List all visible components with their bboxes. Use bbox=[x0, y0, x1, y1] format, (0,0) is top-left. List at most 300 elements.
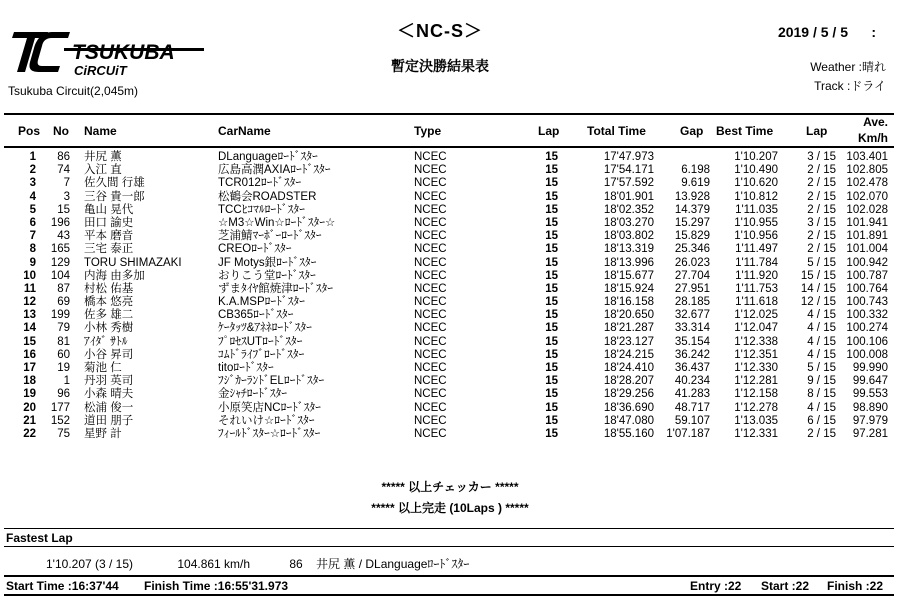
row-car-no: 129 bbox=[50, 256, 70, 269]
row-driver-name: 橋本 悠亮 bbox=[84, 296, 134, 309]
row-average-speed: 102.070 bbox=[846, 190, 888, 203]
row-gap: 36.437 bbox=[674, 362, 710, 374]
row-best-lap: 5 / 15 bbox=[807, 362, 836, 374]
row-gap: 9.619 bbox=[681, 177, 710, 190]
row-pos: 7 bbox=[29, 230, 36, 243]
row-average-speed: 102.028 bbox=[846, 203, 888, 216]
finish-note: ***** 以上完走 (10Laps ) ***** bbox=[371, 501, 529, 515]
row-class-type: NCEC bbox=[414, 230, 447, 243]
race-date: 2019 / 5 / 5 : bbox=[777, 24, 876, 40]
row-car-no: 60 bbox=[57, 348, 70, 361]
fastest-lap-time: 1'10.207 (3 / 15) bbox=[46, 557, 134, 571]
row-driver-name: 佐多 雄二 bbox=[84, 309, 134, 322]
table-row bbox=[0, 362, 900, 375]
row-total-time: 18'24.215 bbox=[603, 348, 654, 361]
row-average-speed: 101.891 bbox=[846, 230, 888, 243]
row-lap-count: 15 bbox=[545, 414, 558, 427]
row-best-time: 1'13.035 bbox=[734, 414, 778, 427]
start-count: Start :22 bbox=[761, 579, 810, 593]
row-car-name: CB365ﾛｰﾄﾞｽﾀｰ bbox=[218, 309, 294, 322]
row-total-time: 18'13.319 bbox=[603, 243, 654, 256]
fastest-lap-title: Fastest Lap bbox=[6, 531, 73, 545]
row-lap-count: 15 bbox=[545, 177, 558, 190]
row-gap: 40.234 bbox=[674, 375, 710, 388]
row-lap-count: 15 bbox=[545, 427, 558, 440]
row-car-name: ☆M3☆Win☆ﾛｰﾄﾞｽﾀｰ☆ bbox=[218, 216, 336, 229]
row-pos: 12 bbox=[23, 296, 36, 309]
row-best-lap: 2 / 15 bbox=[807, 190, 836, 203]
col-header-no: No bbox=[53, 124, 69, 138]
table-header-rule bbox=[4, 146, 894, 148]
row-best-lap: 2 / 15 bbox=[807, 177, 836, 190]
row-car-name: K.A.MSPﾛｰﾄﾞｽﾀｰ bbox=[218, 296, 305, 309]
fastest-lap-no: 86 bbox=[289, 557, 303, 571]
table-row bbox=[0, 415, 900, 428]
document-title: 暫定決勝結果表 bbox=[391, 58, 489, 74]
row-pos: 20 bbox=[23, 401, 36, 414]
row-class-type: NCEC bbox=[414, 401, 447, 414]
row-gap: 27.704 bbox=[674, 269, 710, 282]
row-class-type: NCEC bbox=[414, 164, 447, 177]
row-gap: 6.198 bbox=[681, 164, 710, 177]
row-pos: 8 bbox=[29, 243, 36, 256]
row-gap: 41.283 bbox=[674, 388, 710, 401]
table-row bbox=[0, 296, 900, 309]
row-car-no: 79 bbox=[57, 322, 70, 335]
table-row bbox=[0, 270, 900, 283]
row-pos: 6 bbox=[29, 216, 36, 229]
entry-count: Entry :22 bbox=[690, 579, 742, 593]
row-best-time: 1'11.618 bbox=[735, 296, 778, 309]
row-gap: 28.185 bbox=[674, 296, 710, 309]
row-best-time: 1'10.955 bbox=[734, 216, 778, 229]
row-lap-count: 15 bbox=[545, 151, 558, 163]
row-driver-name: 内海 由多加 bbox=[84, 269, 145, 282]
row-lap-count: 15 bbox=[545, 362, 558, 374]
row-lap-count: 15 bbox=[545, 230, 558, 243]
row-car-name: ずまﾀｲﾔ館焼津ﾛｰﾄﾞｽﾀｰ bbox=[218, 282, 333, 295]
row-lap-count: 15 bbox=[545, 203, 558, 216]
table-row bbox=[0, 428, 900, 441]
row-average-speed: 100.942 bbox=[846, 256, 888, 269]
row-total-time: 18'03.802 bbox=[603, 230, 654, 243]
row-car-name: ﾌｼﾞｶｰﾗﾝﾄﾞELﾛｰﾄﾞｽﾀｰ bbox=[218, 375, 325, 388]
row-average-speed: 97.979 bbox=[852, 414, 888, 427]
col-header-ave: Ave. bbox=[863, 115, 888, 129]
row-total-time: 18'01.901 bbox=[603, 190, 654, 203]
row-best-lap: 14 / 15 bbox=[800, 282, 836, 295]
row-driver-name: 井尻 薫 bbox=[84, 151, 122, 163]
row-car-no: 199 bbox=[50, 309, 70, 322]
row-driver-name: 三谷 貴一郎 bbox=[84, 190, 145, 203]
row-best-lap: 2 / 15 bbox=[807, 203, 836, 216]
row-driver-name: 松浦 俊一 bbox=[84, 401, 134, 414]
row-gap: 26.023 bbox=[674, 256, 710, 269]
table-row bbox=[0, 402, 900, 415]
row-average-speed: 102.478 bbox=[846, 177, 888, 190]
row-car-name: 芝浦鯖ﾏｰﾎﾞｰﾛｰﾄﾞｽﾀｰ bbox=[218, 230, 322, 243]
event-title: ＜NC-S＞ bbox=[397, 21, 483, 41]
row-class-type: NCEC bbox=[414, 151, 447, 163]
row-car-no: 152 bbox=[50, 414, 70, 427]
row-lap-count: 15 bbox=[545, 375, 558, 388]
footer-top-rule bbox=[4, 575, 894, 577]
row-total-time: 18'24.410 bbox=[603, 362, 654, 374]
row-average-speed: 99.990 bbox=[852, 362, 888, 374]
row-average-speed: 100.787 bbox=[846, 269, 888, 282]
row-driver-name: 三宅 泰正 bbox=[84, 243, 134, 256]
row-best-lap: 2 / 15 bbox=[807, 427, 836, 440]
row-average-speed: 100.106 bbox=[846, 335, 888, 348]
row-class-type: NCEC bbox=[414, 177, 447, 190]
row-car-name: titoﾛｰﾄﾞｽﾀｰ bbox=[218, 362, 274, 374]
logo-subtext: CiRCUiT bbox=[74, 63, 127, 78]
table-row bbox=[0, 322, 900, 335]
row-class-type: NCEC bbox=[414, 335, 447, 348]
row-average-speed: 101.941 bbox=[846, 216, 888, 229]
row-car-name: JF Motys銀ﾛｰﾄﾞｽﾀｰ bbox=[218, 256, 317, 269]
table-row bbox=[0, 309, 900, 322]
row-class-type: NCEC bbox=[414, 203, 447, 216]
table-row bbox=[0, 230, 900, 243]
row-total-time: 18'47.080 bbox=[603, 414, 654, 427]
col-header-lap: Lap bbox=[538, 124, 560, 138]
row-gap: 27.951 bbox=[674, 282, 710, 295]
col-header-best-lap: Lap bbox=[806, 124, 828, 138]
row-best-lap: 2 / 15 bbox=[807, 164, 836, 177]
row-pos: 15 bbox=[23, 335, 36, 348]
row-total-time: 18'20.650 bbox=[603, 309, 654, 322]
row-driver-name: 星野 計 bbox=[84, 427, 122, 440]
row-car-name: 小原笑店NCﾛｰﾄﾞｽﾀｰ bbox=[218, 401, 321, 414]
row-best-time: 1'12.330 bbox=[734, 362, 778, 374]
row-driver-name: 小林 秀樹 bbox=[84, 322, 134, 335]
row-average-speed: 103.401 bbox=[846, 151, 888, 163]
checker-note: ***** 以上チェッカー ***** bbox=[381, 480, 519, 494]
row-class-type: NCEC bbox=[414, 269, 447, 282]
row-average-speed: 100.008 bbox=[846, 348, 888, 361]
row-class-type: NCEC bbox=[414, 309, 447, 322]
row-best-lap: 15 / 15 bbox=[800, 269, 836, 282]
row-pos: 13 bbox=[23, 309, 36, 322]
row-best-lap: 4 / 15 bbox=[807, 309, 836, 322]
row-pos: 3 bbox=[29, 177, 36, 190]
table-top-rule bbox=[4, 113, 894, 115]
table-row bbox=[0, 349, 900, 362]
row-best-time: 1'10.207 bbox=[734, 151, 778, 163]
row-class-type: NCEC bbox=[414, 296, 447, 309]
row-pos: 22 bbox=[23, 427, 36, 440]
row-total-time: 18'29.256 bbox=[603, 388, 654, 401]
row-best-time: 1'12.331 bbox=[734, 427, 778, 440]
row-pos: 10 bbox=[23, 269, 36, 282]
start-time: Start Time :16:37'44 bbox=[6, 579, 119, 593]
table-row bbox=[0, 177, 900, 190]
row-average-speed: 100.274 bbox=[846, 322, 888, 335]
results-table bbox=[0, 151, 900, 441]
row-total-time: 18'23.127 bbox=[603, 335, 654, 348]
row-class-type: NCEC bbox=[414, 190, 447, 203]
row-pos: 19 bbox=[23, 388, 36, 401]
row-car-name: おりこう堂ﾛｰﾄﾞｽﾀｰ bbox=[218, 269, 316, 282]
row-class-type: NCEC bbox=[414, 362, 447, 374]
row-driver-name: TORU SHIMAZAKI bbox=[84, 256, 182, 269]
row-best-lap: 2 / 15 bbox=[807, 230, 836, 243]
row-pos: 5 bbox=[29, 203, 36, 216]
row-lap-count: 15 bbox=[545, 296, 558, 309]
row-best-lap: 3 / 15 bbox=[807, 151, 836, 163]
row-gap: 1'07.187 bbox=[666, 427, 710, 440]
row-driver-name: 道田 朋子 bbox=[84, 414, 134, 427]
row-lap-count: 15 bbox=[545, 243, 558, 256]
row-class-type: NCEC bbox=[414, 256, 447, 269]
finish-count: Finish :22 bbox=[827, 579, 884, 593]
row-lap-count: 15 bbox=[545, 322, 558, 335]
row-car-no: 165 bbox=[50, 243, 70, 256]
row-car-no: 87 bbox=[57, 282, 70, 295]
row-average-speed: 100.743 bbox=[846, 296, 888, 309]
row-average-speed: 100.332 bbox=[846, 309, 888, 322]
row-car-no: 75 bbox=[57, 427, 70, 440]
row-car-no: 177 bbox=[50, 401, 70, 414]
row-average-speed: 101.004 bbox=[846, 243, 888, 256]
row-best-lap: 9 / 15 bbox=[807, 375, 836, 388]
table-row bbox=[0, 217, 900, 230]
track-condition: Track :ドライ bbox=[814, 79, 886, 93]
row-total-time: 18'28.207 bbox=[603, 375, 654, 388]
table-row bbox=[0, 375, 900, 388]
table-row bbox=[0, 151, 900, 164]
row-gap: 35.154 bbox=[674, 335, 710, 348]
row-best-time: 1'11.784 bbox=[735, 256, 778, 269]
row-best-lap: 6 / 15 bbox=[807, 414, 836, 427]
finish-time: Finish Time :16:55'31.973 bbox=[144, 579, 289, 593]
row-best-lap: 12 / 15 bbox=[800, 296, 836, 309]
row-car-name: ﾌﾟﾛｾｽUTﾛｰﾄﾞｽﾀｰ bbox=[218, 335, 303, 348]
row-best-lap: 5 / 15 bbox=[807, 256, 836, 269]
table-row bbox=[0, 243, 900, 256]
row-class-type: NCEC bbox=[414, 427, 447, 440]
row-best-time: 1'11.920 bbox=[735, 269, 778, 282]
row-pos: 17 bbox=[23, 362, 36, 374]
row-pos: 9 bbox=[29, 256, 36, 269]
row-class-type: NCEC bbox=[414, 348, 447, 361]
col-header-kmh: Km/h bbox=[858, 131, 888, 145]
row-best-lap: 4 / 15 bbox=[807, 348, 836, 361]
row-car-name: TCCﾋｺﾏﾙﾛｰﾄﾞｽﾀｰ bbox=[218, 203, 305, 216]
row-class-type: NCEC bbox=[414, 375, 447, 388]
row-car-no: 196 bbox=[50, 216, 70, 229]
col-header-name: Name bbox=[84, 124, 117, 138]
row-car-no: 43 bbox=[57, 230, 70, 243]
row-car-name: 広島高潤AXIAﾛｰﾄﾞｽﾀｰ bbox=[218, 164, 331, 177]
table-row bbox=[0, 336, 900, 349]
row-total-time: 18'02.352 bbox=[603, 203, 654, 216]
row-best-lap: 4 / 15 bbox=[807, 335, 836, 348]
row-driver-name: 小森 晴夫 bbox=[84, 388, 134, 401]
row-gap: 59.107 bbox=[674, 414, 710, 427]
fastest-top-rule bbox=[4, 528, 894, 529]
circuit-name: Tsukuba Circuit(2,045m) bbox=[8, 84, 139, 98]
row-car-no: 7 bbox=[63, 177, 70, 190]
row-best-time: 1'12.025 bbox=[734, 309, 778, 322]
row-total-time: 17'54.171 bbox=[603, 164, 654, 177]
row-best-time: 1'10.490 bbox=[734, 164, 778, 177]
row-best-lap: 3 / 15 bbox=[807, 216, 836, 229]
fastest-lap-line bbox=[46, 555, 469, 572]
row-class-type: NCEC bbox=[414, 282, 447, 295]
row-driver-name: 平本 磨音 bbox=[84, 230, 134, 243]
table-row bbox=[0, 388, 900, 401]
row-lap-count: 15 bbox=[545, 190, 558, 203]
row-best-time: 1'12.158 bbox=[734, 388, 778, 401]
col-header-total-time: Total Time bbox=[587, 124, 646, 138]
row-average-speed: 100.764 bbox=[846, 282, 888, 295]
row-best-time: 1'11.035 bbox=[735, 203, 778, 216]
row-car-name: ﾌｨｰﾙﾄﾞｽﾀｰ☆ﾛｰﾄﾞｽﾀｰ bbox=[218, 427, 321, 440]
row-average-speed: 99.553 bbox=[852, 388, 888, 401]
row-class-type: NCEC bbox=[414, 216, 447, 229]
row-total-time: 17'57.592 bbox=[603, 177, 654, 190]
row-car-no: 15 bbox=[57, 203, 70, 216]
row-pos: 11 bbox=[23, 282, 36, 295]
row-average-speed: 97.281 bbox=[852, 427, 888, 440]
table-row bbox=[0, 204, 900, 217]
row-driver-name: ｱｲﾀﾞ ｻﾄﾙ bbox=[84, 335, 128, 348]
row-pos: 4 bbox=[29, 190, 36, 203]
row-pos: 16 bbox=[23, 348, 36, 361]
row-pos: 18 bbox=[23, 375, 36, 388]
col-header-pos: Pos bbox=[18, 124, 41, 138]
row-best-time: 1'11.753 bbox=[735, 282, 778, 295]
row-driver-name: 村松 佑基 bbox=[84, 282, 134, 295]
row-lap-count: 15 bbox=[545, 335, 558, 348]
row-car-no: 104 bbox=[50, 269, 70, 282]
weather-info: Weather :晴れ bbox=[810, 60, 886, 74]
row-car-no: 3 bbox=[63, 190, 70, 203]
row-pos: 14 bbox=[23, 322, 36, 335]
row-best-time: 1'12.351 bbox=[734, 348, 778, 361]
row-driver-name: 佐久間 行雄 bbox=[84, 177, 145, 190]
row-best-time: 1'11.497 bbox=[735, 243, 778, 256]
row-best-lap: 4 / 15 bbox=[807, 322, 836, 335]
row-lap-count: 15 bbox=[545, 164, 558, 177]
row-gap: 13.928 bbox=[674, 190, 710, 203]
row-car-name: ｹｰﾀｯﾂ&ｱﾈﾈﾛｰﾄﾞｽﾀｰ bbox=[218, 322, 312, 335]
row-driver-name: 菊池 仁 bbox=[84, 362, 122, 374]
row-gap: 33.314 bbox=[674, 322, 710, 335]
row-gap: 14.379 bbox=[674, 203, 710, 216]
row-car-no: 81 bbox=[57, 335, 70, 348]
row-best-time: 1'12.338 bbox=[734, 335, 778, 348]
row-class-type: NCEC bbox=[414, 322, 447, 335]
row-total-time: 17'47.973 bbox=[603, 151, 654, 163]
row-best-time: 1'12.047 bbox=[734, 322, 778, 335]
row-car-name: それいけ☆ﾛｰﾄﾞｽﾀｰ bbox=[218, 414, 315, 427]
logo-text: TSUKUBA bbox=[72, 41, 175, 64]
row-class-type: NCEC bbox=[414, 243, 447, 256]
row-gap: 32.677 bbox=[674, 309, 710, 322]
table-row bbox=[0, 283, 900, 296]
row-car-name: CREOﾛｰﾄﾞｽﾀｰ bbox=[218, 243, 292, 256]
row-class-type: NCEC bbox=[414, 414, 447, 427]
row-pos: 2 bbox=[29, 164, 36, 177]
row-best-time: 1'12.278 bbox=[734, 401, 778, 414]
row-best-time: 1'12.281 bbox=[734, 375, 778, 388]
col-header-carname: CarName bbox=[218, 124, 271, 138]
row-car-name: DLanguageﾛｰﾄﾞｽﾀｰ bbox=[218, 151, 318, 163]
row-best-lap: 4 / 15 bbox=[807, 401, 836, 414]
row-gap: 25.346 bbox=[674, 243, 710, 256]
row-total-time: 18'13.996 bbox=[603, 256, 654, 269]
row-pos: 21 bbox=[23, 414, 36, 427]
row-best-time: 1'10.956 bbox=[734, 230, 778, 243]
row-car-no: 19 bbox=[57, 362, 70, 374]
col-header-type: Type bbox=[414, 124, 442, 138]
fastest-lap-speed: 104.861 km/h bbox=[177, 557, 251, 571]
fastest-lap-driver: 井尻 薫 / DLanguageﾛｰﾄﾞｽﾀｰ bbox=[316, 557, 470, 571]
row-pos: 1 bbox=[29, 151, 36, 163]
row-gap: 48.717 bbox=[674, 401, 710, 414]
row-total-time: 18'55.160 bbox=[603, 427, 654, 440]
row-lap-count: 15 bbox=[545, 401, 558, 414]
row-car-no: 86 bbox=[57, 151, 70, 163]
row-gap: 36.242 bbox=[674, 348, 710, 361]
row-gap: 15.297 bbox=[674, 216, 710, 229]
row-best-lap: 8 / 15 bbox=[807, 388, 836, 401]
row-driver-name: 亀山 晃代 bbox=[84, 203, 134, 216]
row-driver-name: 田口 諭史 bbox=[84, 216, 134, 229]
row-car-no: 69 bbox=[57, 296, 70, 309]
row-car-name: ｺﾑﾄﾞﾗｲﾌﾞﾛｰﾄﾞｽﾀｰ bbox=[218, 348, 305, 361]
footer-bottom-rule bbox=[4, 594, 894, 596]
row-total-time: 18'03.270 bbox=[603, 216, 654, 229]
row-lap-count: 15 bbox=[545, 216, 558, 229]
row-car-no: 1 bbox=[63, 375, 70, 388]
table-row bbox=[0, 164, 900, 177]
row-lap-count: 15 bbox=[545, 256, 558, 269]
row-total-time: 18'15.677 bbox=[603, 269, 654, 282]
row-total-time: 18'21.287 bbox=[603, 322, 654, 335]
row-best-time: 1'10.620 bbox=[734, 177, 778, 190]
row-lap-count: 15 bbox=[545, 282, 558, 295]
row-total-time: 18'36.690 bbox=[603, 401, 654, 414]
row-car-name: 金ｼｬﾁﾛｰﾄﾞｽﾀｰ bbox=[218, 388, 287, 401]
row-average-speed: 99.647 bbox=[852, 375, 888, 388]
row-driver-name: 入江 直 bbox=[84, 164, 122, 177]
row-car-no: 96 bbox=[57, 388, 70, 401]
row-total-time: 18'15.924 bbox=[603, 282, 654, 295]
row-total-time: 18'16.158 bbox=[603, 296, 654, 309]
row-car-no: 74 bbox=[57, 164, 70, 177]
table-row bbox=[0, 257, 900, 270]
row-driver-name: 丹羽 英司 bbox=[84, 375, 134, 388]
row-car-name: 松鶴会ROADSTER bbox=[218, 190, 317, 203]
row-best-time: 1'10.812 bbox=[734, 190, 778, 203]
fastest-title-rule bbox=[4, 546, 894, 547]
row-lap-count: 15 bbox=[545, 348, 558, 361]
row-driver-name: 小谷 昇司 bbox=[84, 348, 134, 361]
col-header-gap: Gap bbox=[680, 124, 704, 138]
row-average-speed: 102.805 bbox=[846, 164, 888, 177]
table-row bbox=[0, 191, 900, 204]
row-car-name: TCR012ﾛｰﾄﾞｽﾀｰ bbox=[218, 177, 302, 190]
row-best-lap: 2 / 15 bbox=[807, 243, 836, 256]
row-average-speed: 98.890 bbox=[852, 401, 888, 414]
row-gap: 15.829 bbox=[674, 230, 710, 243]
col-header-best-time: Best Time bbox=[716, 124, 774, 138]
row-lap-count: 15 bbox=[545, 388, 558, 401]
